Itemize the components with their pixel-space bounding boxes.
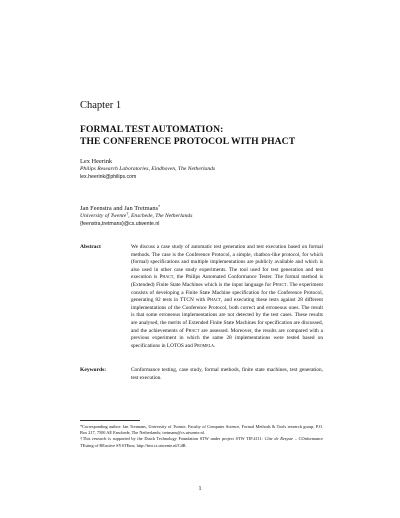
page-number: 1 (198, 486, 202, 492)
keywords-text: Conformance testing, case study, formal methods, finite state machines, test generation, test execution. (131, 367, 323, 381)
author-block-2 (80, 205, 340, 228)
author-name: Lex Heerink (80, 158, 113, 165)
footnotes (80, 424, 323, 449)
author-affiliation (80, 213, 340, 221)
author-block-1 (80, 158, 340, 181)
footnote-divider (80, 420, 140, 421)
tool-name: Phact (272, 281, 287, 288)
footnote-funding (80, 436, 323, 448)
author-email: {feenstra,tretmans}@cs.utwente.nl (80, 221, 160, 227)
tool-name: Phact (159, 274, 174, 281)
abstract-text (131, 244, 323, 350)
footnote-text: †This research is supported by the Dutch Technology Foundation STW under project STW TIF.4111: (80, 436, 265, 442)
affiliation-university: University of Twente (80, 213, 127, 220)
abstract-text-part: . The experiment consists of developing a Finite State Machine specification for the Conference Protocol, generating 82 tests in TTCN with (131, 281, 323, 304)
affiliation-location: , Enschede, The Netherlands (128, 213, 193, 220)
abstract-text-part: , and executing these tests against 28 different implementations of the Conference Protocol, both correct and erroneous ones. The result is that some erroneous implementations are not detected by the test cases. These results are analysed, the merits of Extended Finite State Machines for specification are discussed, and the achievements of (131, 297, 323, 334)
language-name: Promela (194, 342, 215, 349)
paper-title-line-1: FORMAL TEST AUTOMATION: (80, 124, 224, 135)
author-affiliation: Philips Research Laboratories, Eindhoven, The Netherlands (80, 166, 216, 173)
chapter-heading: Chapter 1 (80, 100, 122, 111)
author-names-text: Jan Feenstra and Jan Tretmans (80, 205, 159, 212)
footnote-corresponding-author: *Corresponding author: Jan Tretmans, University of Twente, Faculty of Computer Science, Formal Methods & Tools research group, P.O. Box 217, 7500 AE Enschede, The Netherlands; tretmans@cs.utwente.nl. (80, 424, 323, 436)
footnote-marker-star: * (158, 204, 161, 209)
abstract-text-part: . (214, 342, 216, 349)
paper-title-line-2: THE CONFERENCE PROTOCOL WITH PHACT (80, 136, 296, 147)
footnote-text: – COnformance TEsting of REactive SYSTEms; http://fmt.cs.utwente.nl/CdR. (80, 436, 323, 448)
abstract-text-part: are assessed. Moreover, the results are compared with a previous experiment in which the same 28 implementations were tested based on specifications in LOTOS and (131, 327, 323, 349)
author-email: lex.heerink@philips.com (80, 174, 137, 180)
footnote-marker-dagger: † (126, 211, 129, 217)
paper-title (80, 124, 295, 148)
project-name: Côte de Resyste (264, 436, 294, 442)
abstract-text-part: , the Philips Automated Conformance Tester. The formal method is (Extended) Finite State Machines which is the input language for (131, 274, 323, 288)
abstract-label: Abstract (80, 244, 101, 250)
keywords-label: Keywords: (80, 367, 107, 373)
abstract-text-part: We discuss a case study of automatic test generation and test execution based on formal methods. The case is the Conference Protocol, a simple, chatbox-like protocol, for which (formal) specifications and multiple implementations are publicly available and which is also used in other case study experiments. The tool used for test generation and test execution is (131, 244, 323, 281)
tool-name: Phact (207, 297, 221, 304)
tool-name: Phact (185, 327, 200, 334)
